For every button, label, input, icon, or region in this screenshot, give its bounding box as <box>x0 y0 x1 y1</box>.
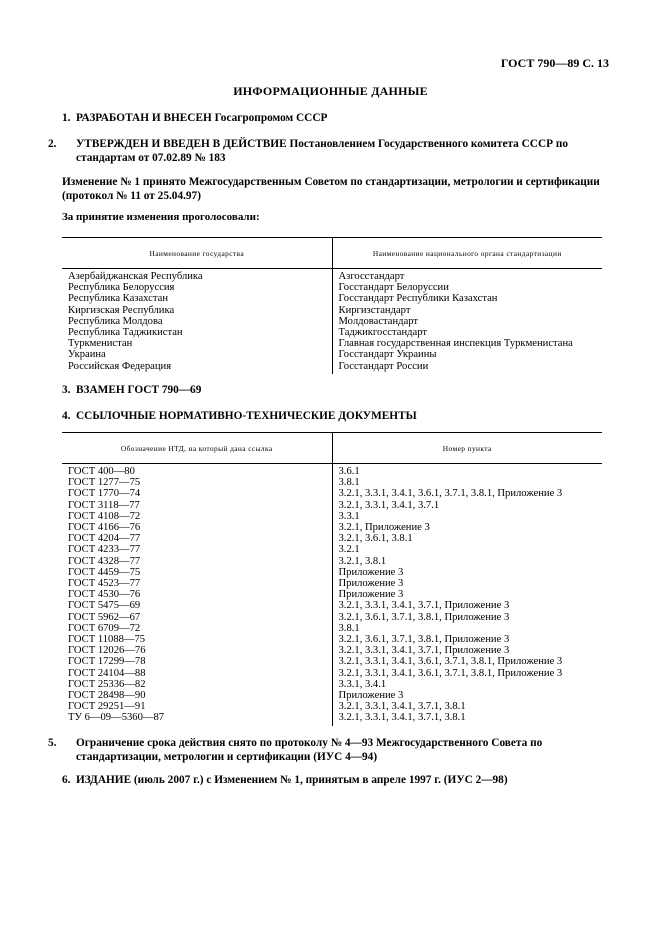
table-cell-name: ГОСТ 4108—72 <box>62 511 332 522</box>
table-cell-value: Госстандарт Украины <box>338 349 437 361</box>
section-number: 3. <box>62 384 71 396</box>
table-cell-name: ГОСТ 12026—76 <box>62 645 332 656</box>
table-cell-name: ГОСТ 17299—78 <box>62 656 332 667</box>
table-cell-value: 3.3.1, 3.4.1 <box>338 678 387 690</box>
table-cell-name: ГОСТ 4204—77 <box>62 533 332 544</box>
table-row <box>62 282 602 293</box>
table-cell-value: Приложение 3 <box>338 566 404 578</box>
table-cell-name: ГОСТ 5475—69 <box>62 600 332 611</box>
table-row <box>62 600 602 611</box>
table-cell-value: Приложение 3 <box>338 578 404 590</box>
table-row <box>62 349 602 360</box>
table-cell-value: Приложение 3 <box>338 589 404 601</box>
refs-table <box>62 432 602 726</box>
table-cell-name: ГОСТ 3118—77 <box>62 500 332 511</box>
section-3 <box>62 383 602 397</box>
section-4 <box>62 409 602 423</box>
table-row <box>62 589 602 600</box>
table-cell-value: 3.2.1, 3.3.1, 3.4.1, 3.7.1 <box>338 499 440 511</box>
table-cell-name: Республика Молдова <box>62 316 332 327</box>
section-number: 5. <box>48 737 57 749</box>
table-cell-value: Азгосстандарт <box>338 271 405 282</box>
table-row <box>62 656 602 667</box>
table-row <box>62 567 602 578</box>
page-header: ГОСТ 790—89 С. 13 <box>500 56 609 70</box>
section-number: 6. <box>62 774 71 786</box>
change-note: Изменение № 1 принято Межгосударственным Советом по стандартизации, метрологии и сертификации (протокол № 11 от 25.04.97) <box>62 176 600 202</box>
table-cell-name: ГОСТ 28498—90 <box>62 690 332 701</box>
section-text: ИЗДАНИЕ (июль 2007 г.) с Изменением № 1, принятым в апреле 1997 г. (ИУС 2—98) <box>76 774 508 786</box>
table-row <box>62 645 602 656</box>
vote-label: За принятие изменения проголосовали: <box>62 211 260 223</box>
table-cell-value: 3.2.1, 3.3.1, 3.4.1, 3.6.1, 3.7.1, 3.8.1, Приложение 3 <box>338 667 563 679</box>
table-row <box>62 477 602 488</box>
table-cell-value: 3.2.1, 3.3.1, 3.4.1, 3.7.1, Приложение 3 <box>338 600 510 612</box>
table-cell-value: 3.2.1, 3.3.1, 3.4.1, 3.7.1, 3.8.1 <box>338 712 466 724</box>
page-title: ИНФОРМАЦИОННЫЕ ДАННЫЕ <box>233 84 428 98</box>
table-row <box>62 305 602 316</box>
table-cell-value: 3.2.1, 3.6.1, 3.7.1, 3.8.1, Приложение 3 <box>338 611 510 623</box>
table-cell-name: Республика Таджикистан <box>62 327 332 338</box>
table-cell-value: 3.2.1, 3.3.1, 3.4.1, 3.7.1, Приложение 3 <box>338 645 510 657</box>
table-row <box>62 556 602 567</box>
table-cell-value: 3.6.1 <box>338 466 360 477</box>
table-row <box>62 634 602 645</box>
table-cell-value: 3.8.1 <box>338 622 360 634</box>
section-text: ССЫЛОЧНЫЕ НОРМАТИВНО-ТЕХНИЧЕСКИЕ ДОКУМЕНТЫ <box>76 410 417 422</box>
table-cell-value: 3.3.1 <box>338 510 360 522</box>
table-cell-value: 3.2.1, 3.6.1, 3.7.1, 3.8.1, Приложение 3 <box>338 634 510 646</box>
table-cell-name: ГОСТ 4328—77 <box>62 556 332 567</box>
column-header: Номер пункта <box>442 443 492 453</box>
column-header: Обозначение НТД, на который дана ссылка <box>62 433 332 464</box>
table-cell-name: Республика Белоруссия <box>62 282 332 293</box>
table-row <box>62 690 602 701</box>
table-row <box>62 511 602 522</box>
table-cell-name: Азербайджанская Республика <box>62 269 332 283</box>
table-row <box>62 612 602 623</box>
table-cell-name: Республика Казахстан <box>62 293 332 304</box>
table-cell-name: ГОСТ 4530—76 <box>62 589 332 600</box>
table-cell-name: ГОСТ 24104—88 <box>62 668 332 679</box>
table-cell-value: Приложение 3 <box>338 690 404 702</box>
table-cell-name: ГОСТ 4166—76 <box>62 522 332 533</box>
table-cell-name: ГОСТ 4459—75 <box>62 567 332 578</box>
table-cell-name: ГОСТ 1277—75 <box>62 477 332 488</box>
section-number: 1. <box>62 112 71 124</box>
table-cell-value: Киргизстандарт <box>338 304 411 316</box>
section-1 <box>62 111 602 125</box>
table-row <box>62 293 602 304</box>
table-cell-value: 3.2.1, 3.3.1, 3.4.1, 3.6.1, 3.7.1, 3.8.1, Приложение 3 <box>338 656 563 668</box>
table-cell-value: 3.2.1, 3.8.1 <box>338 555 387 567</box>
table-cell-value: Госстандарт Белоруссии <box>338 282 449 294</box>
table-cell-name: ГОСТ 400—80 <box>62 464 332 478</box>
table-cell-name: ГОСТ 29251—91 <box>62 701 332 712</box>
section-number: 2. <box>48 138 57 150</box>
table-row <box>62 327 602 338</box>
votes-table-body <box>62 269 602 374</box>
table-row <box>62 544 602 555</box>
refs-table-body <box>62 464 602 726</box>
section-text: РАЗРАБОТАН И ВНЕСЕН Госагропромом СССР <box>76 112 328 124</box>
table-header-row <box>62 238 602 269</box>
table-cell-name: ТУ 6—09—5360—87 <box>62 712 332 725</box>
table-cell-name: ГОСТ 4523—77 <box>62 578 332 589</box>
table-row <box>62 316 602 327</box>
table-row <box>62 488 602 499</box>
table-cell-name: ГОСТ 25336—82 <box>62 679 332 690</box>
table-cell-name: ГОСТ 5962—67 <box>62 612 332 623</box>
table-row <box>62 522 602 533</box>
table-row <box>62 668 602 679</box>
table-cell-name: Российская Федерация <box>62 361 332 374</box>
table-row <box>62 701 602 712</box>
table-cell-name: ГОСТ 1770—74 <box>62 488 332 499</box>
table-cell-value: 3.8.1 <box>338 477 360 489</box>
table-cell-value: 3.2.1, 3.6.1, 3.8.1 <box>338 533 413 545</box>
table-row <box>62 361 602 374</box>
table-row <box>62 533 602 544</box>
table-header-row <box>62 433 602 464</box>
section-6 <box>62 773 602 787</box>
column-header: Наименование национального органа стандартизации <box>372 248 562 258</box>
table-row <box>62 623 602 634</box>
table-cell-value: Молдовастандарт <box>338 315 419 327</box>
table-cell-value: Главная государственная инспекция Туркменистана <box>338 338 573 350</box>
table-cell-name: ГОСТ 4233—77 <box>62 544 332 555</box>
table-cell-name: ГОСТ 11088—75 <box>62 634 332 645</box>
table-cell-value: Госстандарт России <box>338 360 429 372</box>
table-cell-value: Таджикгосстандарт <box>338 327 427 339</box>
column-header: Наименование государства <box>62 238 332 269</box>
table-cell-name: Туркменистан <box>62 338 332 349</box>
table-row <box>62 464 602 478</box>
table-cell-name: ГОСТ 6709—72 <box>62 623 332 634</box>
table-cell-value: 3.2.1, 3.3.1, 3.4.1, 3.6.1, 3.7.1, 3.8.1, Приложение 3 <box>338 488 563 500</box>
section-5 <box>48 736 616 764</box>
section-number: 4. <box>62 410 71 422</box>
table-row <box>62 269 602 283</box>
table-cell-value: 3.2.1, Приложение 3 <box>338 522 430 534</box>
section-text: Ограничение срока действия снято по протоколу № 4—93 Межгосударственного Совета по стандартизации, метрологии и сертификации (ИУС 4—94) <box>76 737 543 763</box>
table-row <box>62 578 602 589</box>
table-cell-value: 3.2.1, 3.3.1, 3.4.1, 3.7.1, 3.8.1 <box>338 701 466 713</box>
section-2 <box>48 137 616 165</box>
table-row <box>62 712 602 725</box>
table-row <box>62 679 602 690</box>
table-cell-name: Киргизская Республика <box>62 305 332 316</box>
table-cell-value: Госстандарт Республики Казахстан <box>338 293 498 305</box>
table-row <box>62 338 602 349</box>
table-cell-value: 3.2.1 <box>338 544 360 556</box>
section-text: ВЗАМЕН ГОСТ 790—69 <box>76 384 202 396</box>
table-cell-name: Украина <box>62 349 332 360</box>
votes-table <box>62 237 602 374</box>
section-text: УТВЕРЖДЕН И ВВЕДЕН В ДЕЙСТВИЕ Постановлением Государственного комитета СССР по стандартам от 07.02.89 № 183 <box>76 138 568 164</box>
table-row <box>62 500 602 511</box>
